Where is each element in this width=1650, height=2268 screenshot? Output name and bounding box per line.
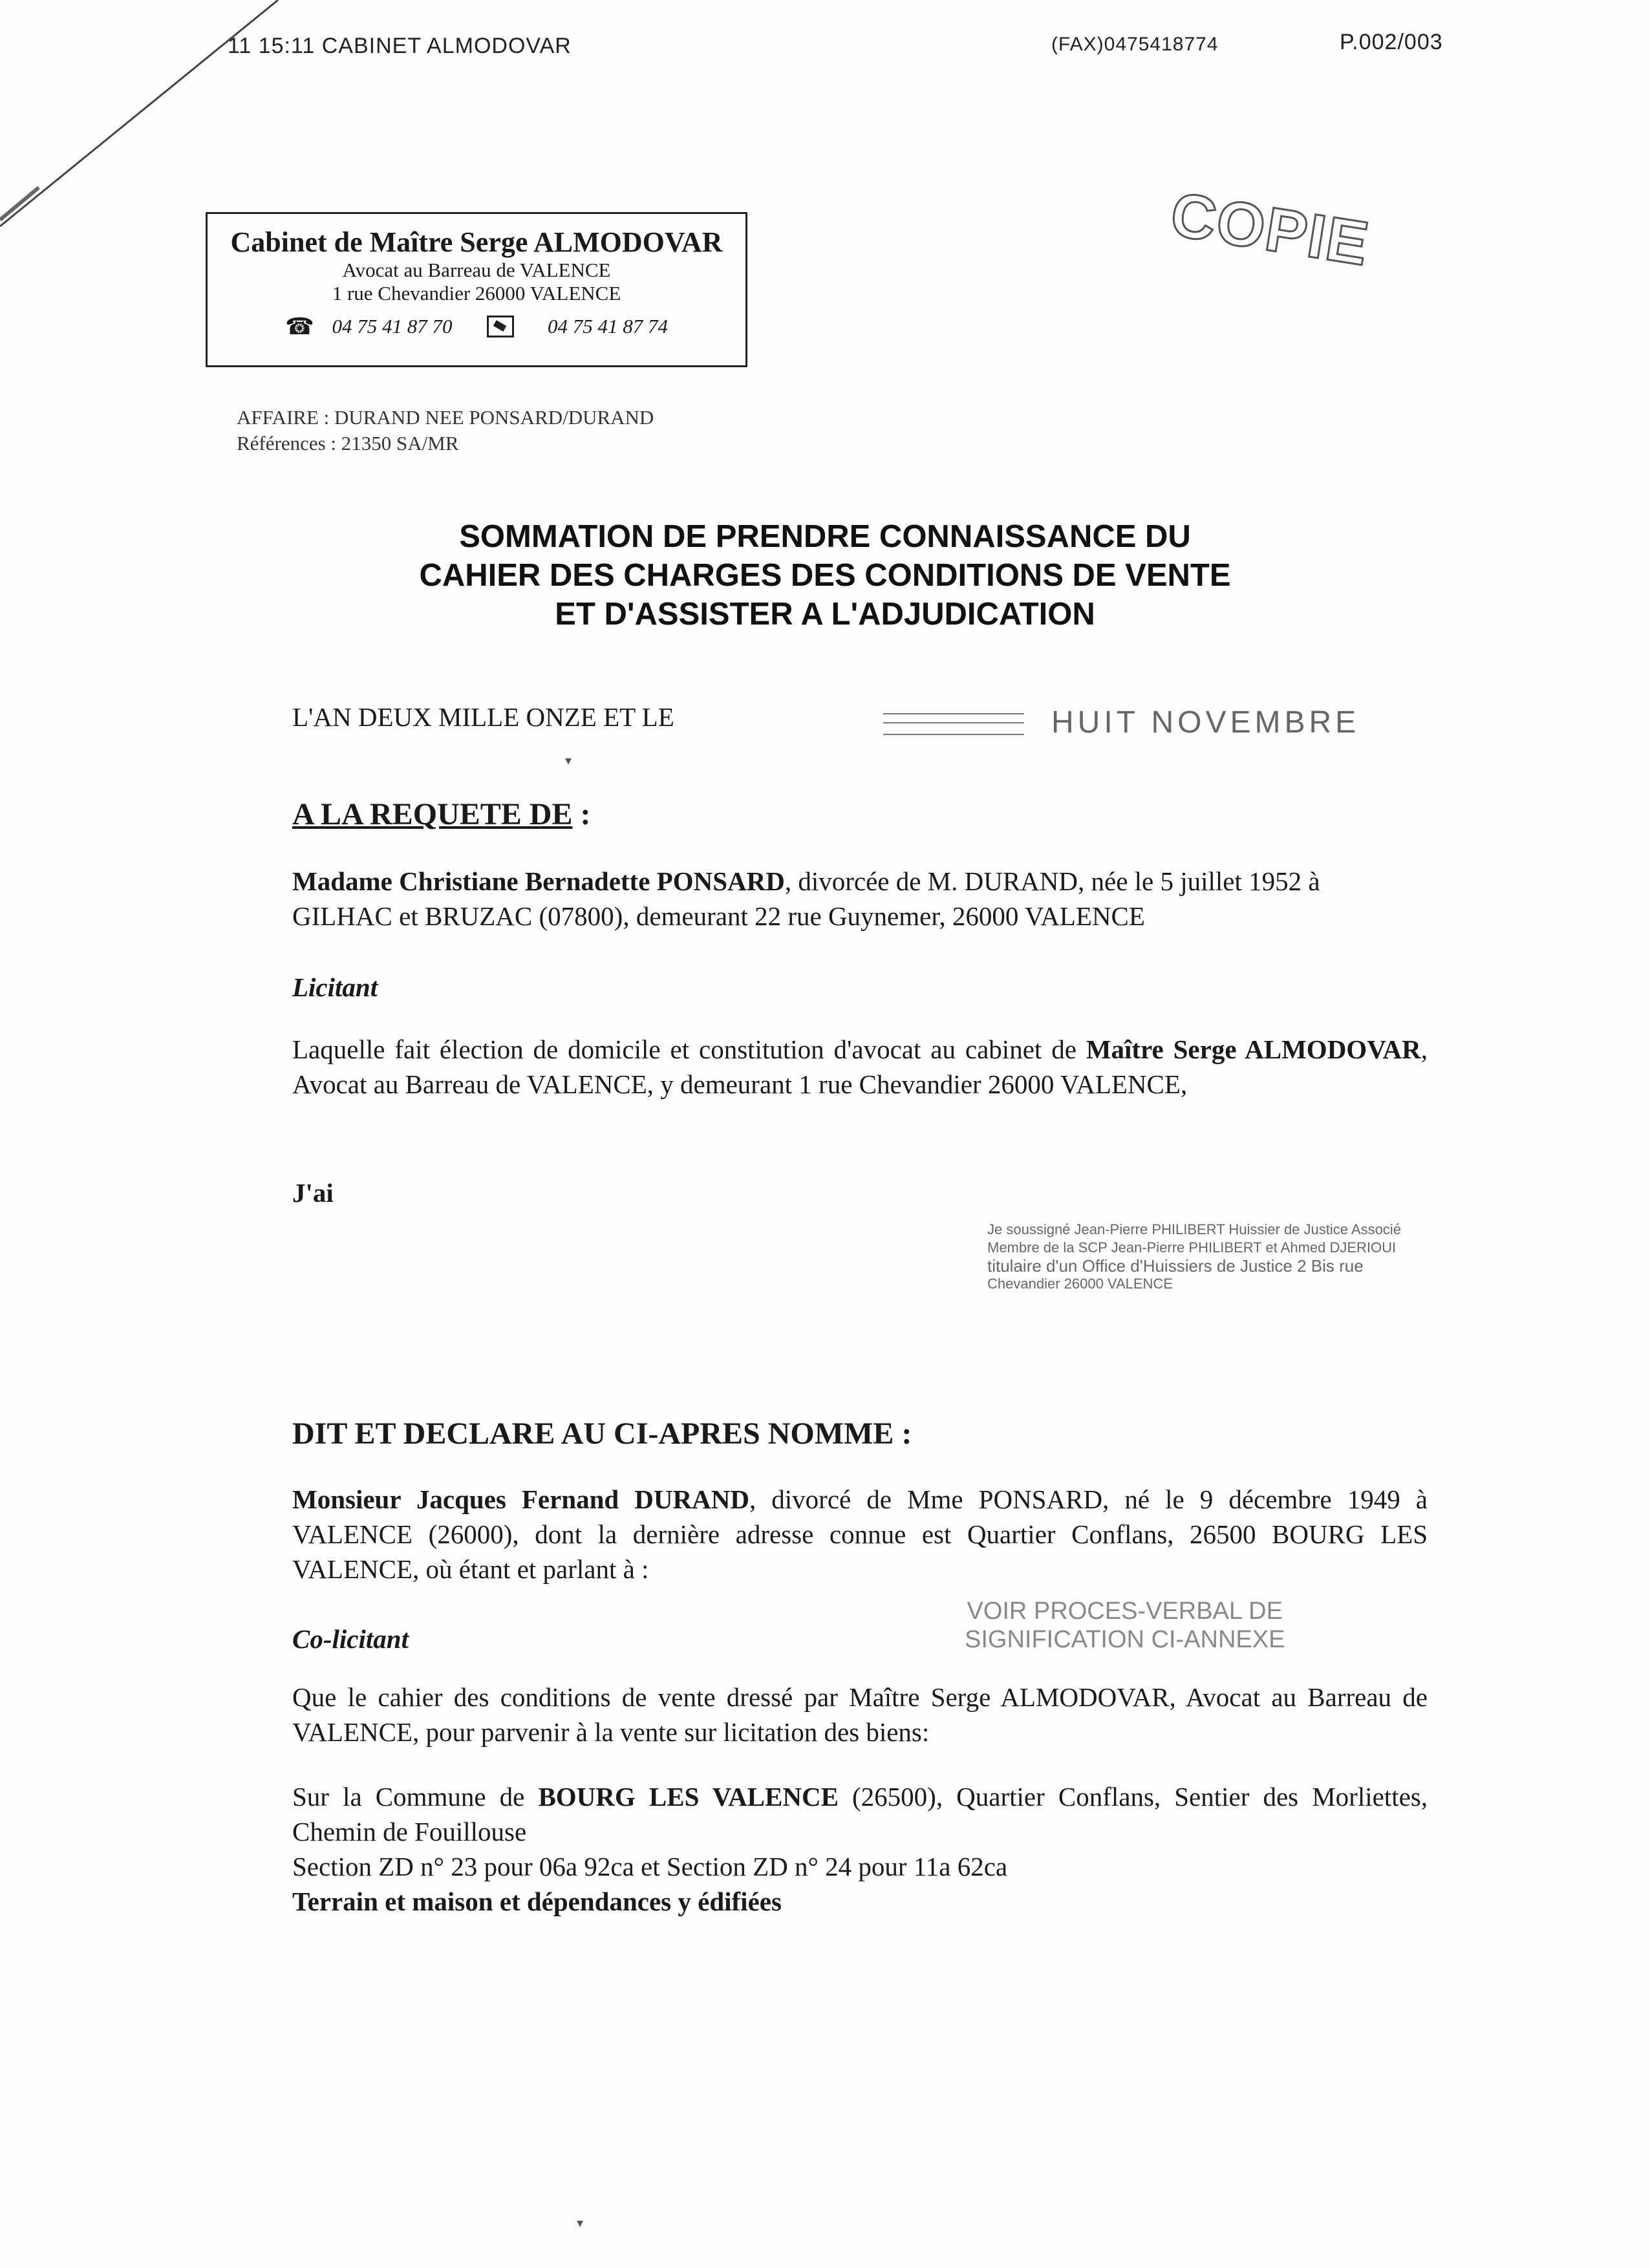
huissier-line2: Membre de la SCP Jean-Pierre PHILIBERT et Ahmed DJERIOUI <box>987 1239 1397 1256</box>
title-line2: CAHIER DES CHARGES DES CONDITIONS DE VENTE <box>419 558 1231 593</box>
scan-mark: ▾ <box>565 754 572 768</box>
letterhead-box <box>206 212 747 367</box>
letterhead-name: Cabinet de Maître Serge ALMODOVAR <box>230 226 723 258</box>
copie-stamp: COPIE <box>1166 179 1375 279</box>
letterhead-line1: Avocat au Barreau de VALENCE <box>342 259 611 281</box>
huissier-line3: titulaire d'un Office d'Huissiers de Justice 2 Bis rue <box>987 1256 1364 1276</box>
requete-party-details: , divorcée de M. DURAND, née le 5 juillet 1952 à <box>784 866 1320 896</box>
requete-party-name: Madame Christiane Bernadette PONSARD <box>292 866 785 896</box>
election-domicile-paragraph <box>292 1032 1428 1102</box>
telephone-icon: ☎ <box>284 314 314 339</box>
document-title <box>0 517 1650 634</box>
co-licitant-label: Co-licitant <box>292 1624 409 1654</box>
declare-party-details: , divorcé de Mme PONSARD, né le 9 décembre 1949 à VALENCE (26000), dont la dernière adresse connue est Quartier Conflans, 26500 BOURG LES VALENCE, où étant et parlant à : <box>292 1484 1428 1584</box>
fax-header-page: P.002/003 <box>1340 30 1443 54</box>
pv-line2: SIGNIFICATION CI-ANNEXE <box>965 1626 1285 1653</box>
declare-party <box>292 1482 1428 1587</box>
fax-header-number: (FAX)0475418774 <box>1051 34 1219 55</box>
scan-mark-bottom: ▾ <box>577 2216 584 2231</box>
proces-verbal-stamp <box>965 1597 1285 1654</box>
fax-header-left: 11 15:11 CABINET ALMODOVAR <box>228 34 572 58</box>
letterhead-line2: 1 rue Chevandier 26000 VALENCE <box>332 282 621 305</box>
jai-label: J'ai <box>292 1178 334 1208</box>
references-line: Références : 21350 SA/MR <box>237 432 459 455</box>
cahier-paragraph: Que le cahier des conditions de vente dressé par Maître Serge ALMODOVAR, Avocat au Barreau de VALENCE, pour parvenir à la vente sur licitation des biens: <box>292 1682 1428 1747</box>
affaire-line: AFFAIRE : DURAND NEE PONSARD/DURAND <box>237 406 654 429</box>
huissier-line1: Je soussigné Jean-Pierre PHILIBERT Huissier de Justice Associé <box>987 1221 1401 1237</box>
declare-party-name: Monsieur Jacques Fernand DURAND <box>292 1484 749 1514</box>
huissier-line4: Chevandier 26000 VALENCE <box>987 1276 1173 1292</box>
date-stamp-text: HUIT NOVEMBRE <box>1051 705 1360 740</box>
title-line1: SOMMATION DE PRENDRE CONNAISSANCE DU <box>459 519 1191 554</box>
affaire-block <box>237 405 654 456</box>
election-text-end: , Avocat au Barreau de VALENCE, y demeurant 1 rue Chevandier 26000 VALENCE, <box>292 1034 1428 1099</box>
terrain-line: Terrain et maison et dépendances y édifiées <box>292 1887 782 1916</box>
date-stamp <box>883 705 1360 740</box>
letterhead-phone: 04 75 41 87 70 <box>332 315 453 337</box>
date-stamp-lines <box>883 713 1024 735</box>
commune-text-end: (26500), Quartier Conflans, Sentier des Morliettes, Chemin de Fouillouse <box>292 1782 1428 1846</box>
licitant-label: Licitant <box>292 972 378 1002</box>
requete-party <box>292 864 1428 934</box>
commune-text-start: Sur la Commune de <box>292 1782 539 1812</box>
letterhead-phones <box>208 313 745 340</box>
huissier-stamp <box>987 1221 1414 1293</box>
letterhead-fax: 04 75 41 87 74 <box>548 315 669 337</box>
commune-name: BOURG LES VALENCE <box>538 1782 839 1812</box>
date-intro: L'AN DEUX MILLE ONZE ET LE <box>292 702 674 732</box>
title-line3: ET D'ASSISTER A L'ADJUDICATION <box>555 597 1095 632</box>
requete-heading-colon: : <box>572 797 591 831</box>
commune-paragraph <box>292 1779 1428 1849</box>
requete-party-address: GILHAC et BRUZAC (07800), demeurant 22 rue Guynemer, 26000 VALENCE <box>292 901 1145 931</box>
pv-line1: VOIR PROCES-VERBAL DE <box>967 1598 1283 1625</box>
section-line: Section ZD n° 23 pour 06a 92ca et Section ZD n° 24 pour 11a 62ca <box>292 1852 1008 1881</box>
election-avocat-name: Maître Serge ALMODOVAR <box>1086 1034 1421 1064</box>
fax-icon <box>487 316 514 337</box>
requete-heading <box>292 797 590 832</box>
election-text-start: Laquelle fait élection de domicile et constitution d'avocat au cabinet de <box>292 1034 1086 1064</box>
requete-heading-text: A LA REQUETE DE <box>292 797 573 831</box>
declare-heading: DIT ET DECLARE AU CI-APRES NOMME : <box>292 1417 912 1451</box>
